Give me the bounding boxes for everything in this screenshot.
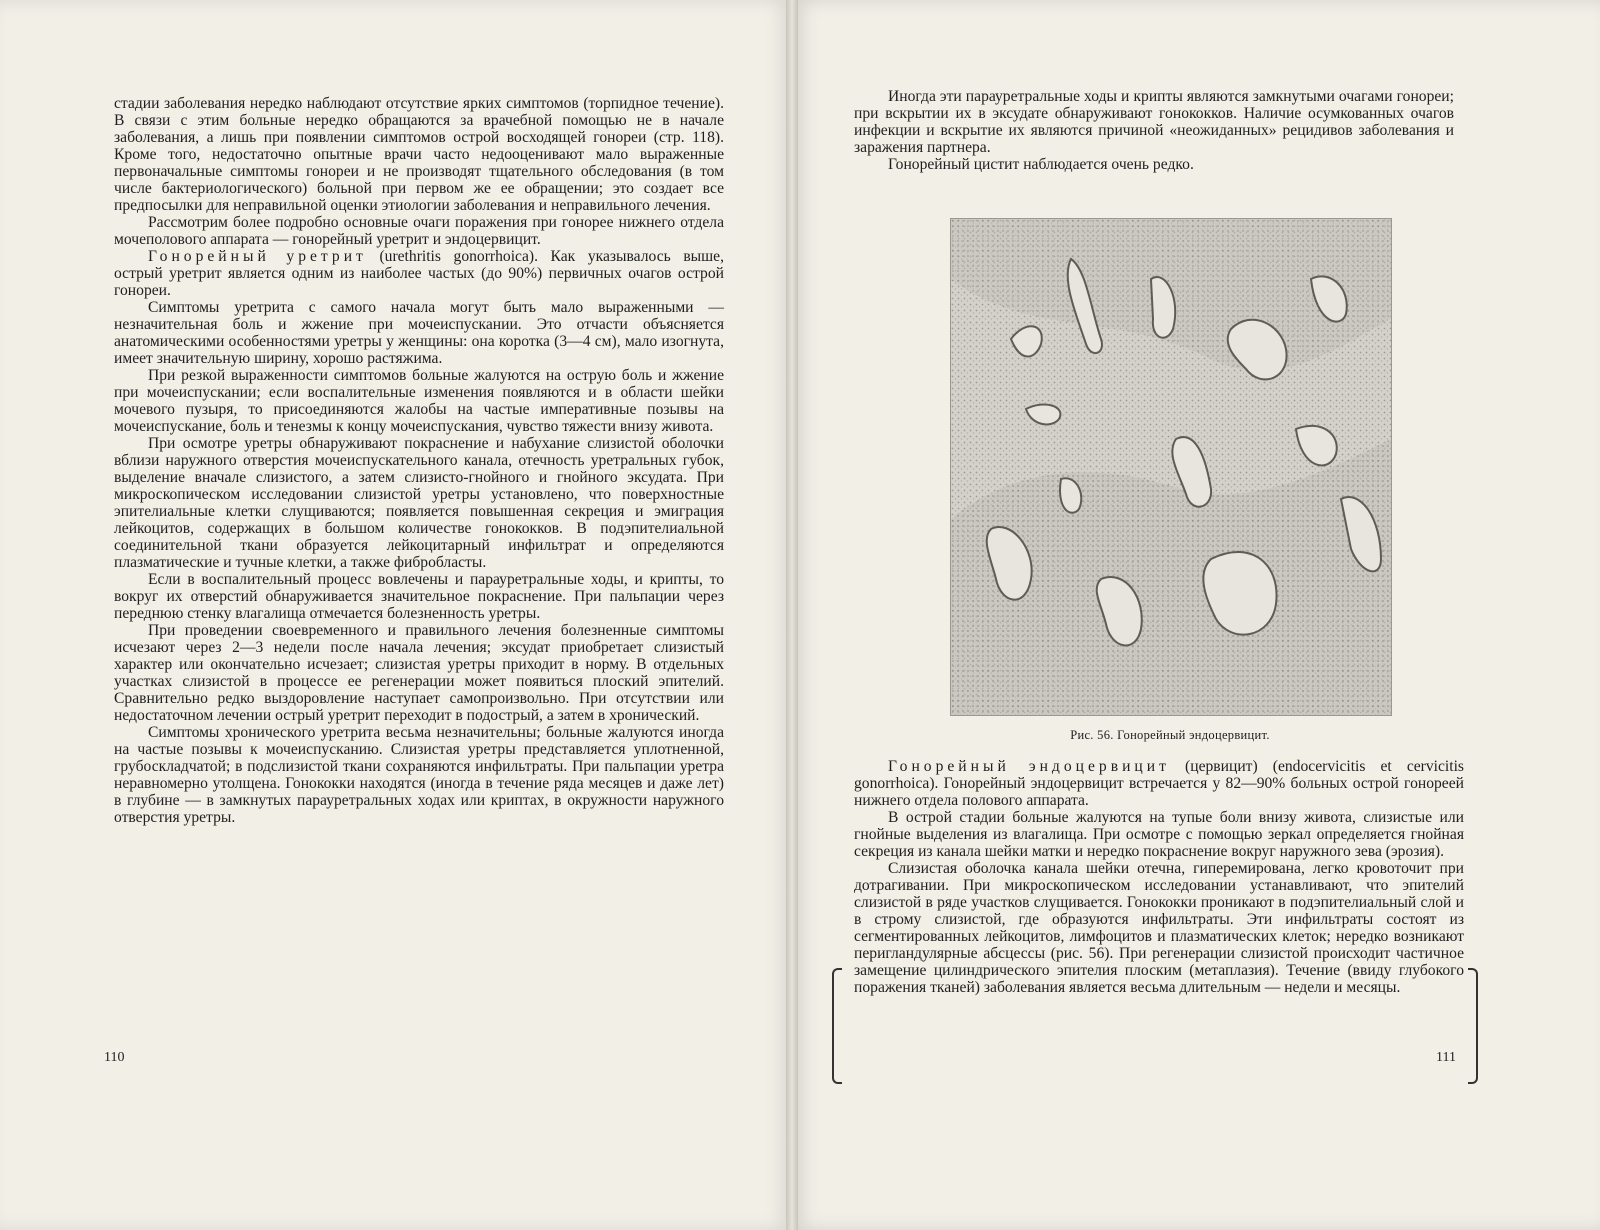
- paragraph: При осмотре уретры обнаруживают покраснение и набухание слизистой оболочки вблизи наружного отверстия мочеиспускательного канала, отечность уретральных губок, выделение вначале слизистого, а затем слизисто-гнойного и гнойного эксудата. При микроскопическом исследовании слизистой уретры установлено, что поверхностные эпителиальные клетки слущиваются; появляется повышенная секреция и эмиграция лейкоцитов, содержащих в большом количестве гонококков. В подэпителиальной соединительной ткани образуется лейкоцитарный инфильтрат и определяются плазматические и тучные клетки, а также фибробласты.: [114, 435, 724, 571]
- micrograph-image: [951, 219, 1391, 715]
- paragraph: Гонорейный цистит наблюдается очень редко.: [888, 156, 1194, 173]
- paragraph: [854, 758, 1464, 809]
- left-page-text: [114, 95, 724, 826]
- right-page-bottom-text: [854, 758, 1464, 996]
- paragraph: В острой стадии больные жалуются на тупые боли внизу живота, слизистые или гнойные выделения из влагалища. При осмотре с помощью зеркал определяется гнойная секреция из канала шейки матки и нередко покраснение вокруг наружного зева (эрозия).: [854, 809, 1464, 860]
- paragraph-text: (urethritis gonorrhoica). Как указывалось выше, острый уретрит является одним из наиболее частых (до 90%) первичных очагов острой гонореи.: [114, 248, 724, 299]
- section-heading-endocervicitis: Гонорейный эндоцервицит: [888, 758, 1170, 775]
- book-spine: [786, 0, 798, 1230]
- margin-bracket-right: [1468, 968, 1478, 1084]
- paragraph: [114, 248, 724, 299]
- section-heading-urethritis: Гонорейный уретрит: [148, 248, 367, 265]
- paragraph: При резкой выраженности симптомов больные жалуются на острую боль и жжение при мочеиспускании; если воспалительные изменения появляются и в области шейки мочевого пузыря, то присоединяются жалобы на частые императивные позывы на мочеиспускание, боль и тенезмы к концу мочеиспускания, чувство тяжести внизу живота.: [114, 367, 724, 435]
- paragraph: При проведении своевременного и правильного лечения болезненные симптомы исчезают через 2—3 недели после начала лечения; эксудат приобретает слизистый характер или окончательно исчезает; слизистая уретры приходит в норму. В отдельных участках слизистой в процессе ее регенерации может появиться плоский эпителий. Сравнительно редко выздоровление наступает самопроизвольно. При отсутствии или недостаточном лечении острый уретрит переходит в подострый, а затем в хронический.: [114, 622, 724, 724]
- paragraph-text: (цервицит) (endocervicitis et cervicitis gonorrhoica). Гонорейный эндоцервицит встречается у 82—90% больных острой гонореей нижнего отдела полового аппарата.: [854, 758, 1464, 809]
- paragraph: Если в воспалительный процесс вовлечены и парауретральные ходы, и крипты, то вокруг их отверстий обнаруживается значительное покраснение. При пальпации через переднюю стенку влагалища отмечается болезненность уретры.: [114, 571, 724, 622]
- paragraph: Симптомы уретрита с самого начала могут быть мало выраженными — незначительная боль и жжение при мочеиспускании. Это отчасти объясняется анатомическими особенностями уретры у женщины: она коротка (3—4 см), мало изогнута, имеет значительную ширину, хорошо растяжима.: [114, 299, 724, 367]
- paragraph: Рассмотрим более подробно основные очаги поражения при гонорее нижнего отдела мочеполового аппарата — гонорейный уретрит и эндоцервицит.: [114, 214, 724, 248]
- margin-bracket-left: [832, 968, 842, 1084]
- left-page: [0, 0, 792, 1230]
- paragraph: стадии заболевания нередко наблюдают отсутствие ярких симптомов (торпидное течение). В связи с этим больные нередко обращаются за врачебной помощью не в начале заболевания, а лишь при появлении симптомов острой восходящей гонореи (стр. 118). Кроме того, недостаточно опытные врачи часто недооценивают мало выраженные первоначальные симптомы гонореи и не производят тщательного обследования (в том числе бактериологического) больной при первом же ее обращении; это создает все предпосылки для неправильной оценки этиологии заболевания и неправильного лечения.: [114, 95, 724, 214]
- paragraph: Иногда эти парауретральные ходы и крипты являются замкнутыми очагами гонореи; при вскрытии их в эксудате обнаруживают гонококков. Наличие осумкованных очагов инфекции и вскрытие их являются причиной «неожиданных» рецидивов заболевания и заражения партнера.: [854, 88, 1454, 156]
- right-page-top-text: [854, 88, 1454, 173]
- figure-caption: Рис. 56. Гонорейный эндоцервицит.: [1070, 728, 1270, 742]
- page-number: 110: [104, 1050, 125, 1065]
- paragraph: Симптомы хронического уретрита весьма незначительны; больные жалуются иногда на частые позывы к мочеиспусканию. Слизистая уретры представляется уплотненной, грубоскладчатой; в подслизистой ткани сохраняются инфильтраты. При пальпации уретра неравномерно утолщена. Гонококки находятся (иногда в течение ряда месяцев и даже лет) в глубине — в замкнутых парауретральных ходах или криптах, в окружности наружного отверстия уретры.: [114, 724, 724, 826]
- paragraph: Слизистая оболочка канала шейки отечна, гиперемирована, легко кровоточит при дотрагивании. При микроскопическом исследовании устанавливают, что эпителий слизистой в ряде участков слущивается. Гонококки проникают в подэпителиальный слой и в строму слизистой, где образуются инфильтраты. Эти инфильтраты состоят из сегментированных лейкоцитов, лимфоцитов и плазматических клеток; нередко возникают перигландулярные абсцессы (рис. 56). При регенерации слизистой происходит частичное замещение цилиндрического эпителия плоским (метаплазия). Течение (ввиду глубокого поражения тканей) заболевания является весьма длительным — недели и месяцы.: [854, 860, 1464, 996]
- page-number: 111: [1436, 1050, 1456, 1065]
- micrograph-figure: [950, 218, 1392, 716]
